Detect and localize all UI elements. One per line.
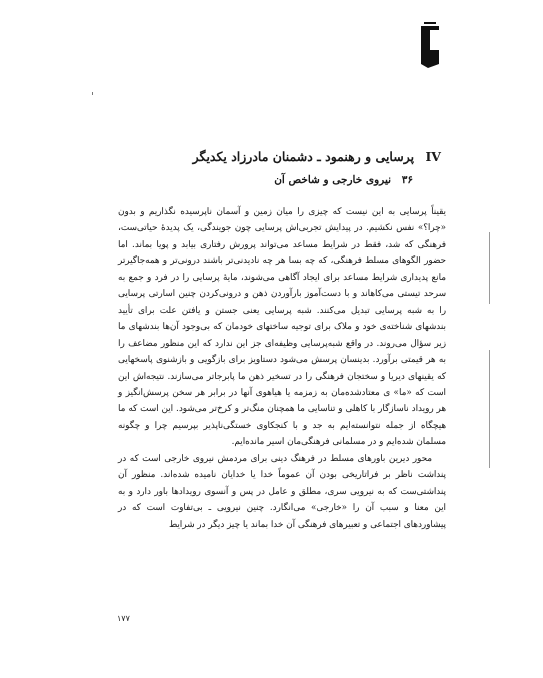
- edge-mark-upper: [489, 232, 490, 304]
- section-heading: [0, 174, 413, 186]
- chapter-number: IV: [425, 149, 441, 164]
- stray-mark: [92, 92, 93, 95]
- page-corner-mark: [419, 20, 441, 72]
- edge-mark-lower: [489, 350, 490, 468]
- chapter-title: پرسایی و رهنمود ـ دشمنان مادرزاد یکدیگر: [192, 149, 415, 164]
- page-number: ۱۷۷: [117, 614, 130, 623]
- section-number: ۳۶: [401, 174, 413, 186]
- body-text: [118, 204, 446, 533]
- paragraph: یقیناً پرسایی به این نیست که چیزی را میان زمین و آسمان ناپرسیده نگذاریم و بدون «چرا؟» نفس نکشیم. در پیدایش تجربی‌اش پرسایی چون جویندگی، یک پدیدهٔ حیاتی‌ست، فرهنگی که شد، فقط در شرایط مساعد می‌تواند پرورش رفتاری بیابد و پویا بماند. اما حضور الگوهای مسلط فرهنگی، که چه بسا هر چه نادیدنی‌تر باشند درونی‌تر و همه‌جاگیرتر مانع پدیداری شرایط مساعد برای ایجاد آگاهی می‌شوند، مایهٔ پرسایی را در فرد و جمع به سرحد تیستی می‌کاهاند و با دست‌آموز بارآوردن ذهن و درونی‌کردن چنین اسارتی پرسایی را به شبه پرسایی تبدیل می‌کنند. شبه پرسایی یعنی جستن و یافتن علت برای تأیید بندشهای شناخته‌ی خود و ملاک برای توجیه ساختهای خودمان که بی‌وجود آن‌ها بندشهای ما زیر سؤال می‌روند. در واقع شبه‌پرسایی وظیفه‌ای جز این ندارد که این منظور مضاعف را به هر قیمتی برآورد. بدینسان پرسش می‌شود دستاویز برای بازگویی و بازشنوی پاسخهایی که یقینهای دیریا و سختجان فرهنگی را در تسخیر ذهن ما پابرجاتر می‌سازند. نتیجه‌اش این است که «ما» ی معتادشده‌مان به زمزمه یا هیاهوی آنها در برابر هر سخن پرسش‌انگیز و هر رویداد ناسازگار با کاهلی و تناسایی ما همچنان منگ‌تر و کرخ‌تر می‌شود. این است که ما هیچگاه از جمله نتوانسته‌ایم به جد و با کنجکاوی خستگی‌ناپذیر بپرسیم چرا و چگونه مسلمان شده‌ایم و در مسلمانی فرهنگی‌مان اسیر مانده‌ایم.: [118, 207, 446, 448]
- chapter-heading: [0, 149, 441, 164]
- paragraph: محور دیرین باورهای مسلط در فرهنگ دینی برای مردمش نیروی خارجی است که در پنداشت ناظر بر فراتاریخی بودن آن عموماً خدا یا خدایان نامیده شده‌اند. منظور آن پنداشتی‌ست که به نیرویی سری، مطلق و عامل در پس و آنسوی رویدادها باور دارد و به این معنا و سبب آن را «خارجی» می‌انگارد. چنین نیرویی ـ بی‌تفاوت است که در پیشاوردهای اجتماعی و تعبیرهای فرهنگی آن خدا بماند یا چیز دیگر در شرایط: [118, 453, 446, 530]
- section-title: نیروی خارجی و شاخص آن: [274, 174, 392, 186]
